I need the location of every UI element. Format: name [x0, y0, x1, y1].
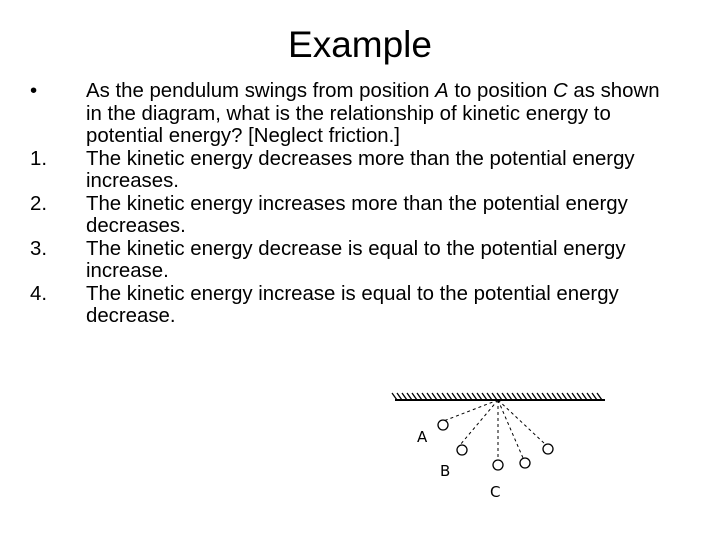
hatch-mark	[532, 393, 537, 400]
pendulum-string-far-right	[498, 400, 545, 444]
option-number: 1.	[30, 147, 48, 170]
hatch-mark	[452, 393, 457, 400]
hatch-mark	[502, 393, 507, 400]
hatch-mark	[572, 393, 577, 400]
answer-option-3	[30, 238, 670, 283]
pendulum-bob-a	[438, 420, 448, 430]
hatch-mark	[447, 393, 452, 400]
slide-title: Example	[288, 24, 432, 65]
hatch-mark	[567, 393, 572, 400]
hatch-mark	[582, 393, 587, 400]
hatch-mark	[527, 393, 532, 400]
ceiling-hatching	[392, 393, 602, 400]
hatch-mark	[487, 393, 492, 400]
question-item	[30, 80, 670, 148]
hatch-mark	[432, 393, 437, 400]
hatch-mark	[507, 393, 512, 400]
hatch-mark	[462, 393, 467, 400]
hatch-mark	[587, 393, 592, 400]
question-text-part: to position	[448, 80, 553, 102]
position-c-italic: C	[553, 80, 568, 102]
hatch-mark	[557, 393, 562, 400]
hatch-mark	[427, 393, 432, 400]
hatch-mark	[412, 393, 417, 400]
hatch-mark	[512, 393, 517, 400]
pendulum-bob-c	[493, 460, 503, 470]
hatch-mark	[517, 393, 522, 400]
hatch-mark	[467, 393, 472, 400]
question-text-part: as shown in the diagram, what is the relationship of kinetic energy to potential energy? [Neglect friction.]	[86, 80, 660, 147]
question-text	[86, 80, 660, 147]
pendulum-bob-mid-right	[520, 458, 530, 468]
answer-option-1	[30, 148, 670, 193]
option-number: 3.	[30, 237, 48, 260]
hatch-mark	[577, 393, 582, 400]
pendulum-string-mid-right	[498, 400, 523, 458]
label-b: B	[440, 462, 451, 480]
hatch-mark	[477, 393, 482, 400]
answer-option-4	[30, 283, 670, 328]
option-text: The kinetic energy decrease is equal to the potential energy increase.	[86, 237, 626, 282]
hatch-mark	[422, 393, 427, 400]
position-a-italic: A	[435, 80, 449, 102]
pendulum-string-a	[441, 400, 498, 422]
hatch-mark	[417, 393, 422, 400]
hatch-mark	[472, 393, 477, 400]
ceiling-support	[392, 393, 605, 400]
hatch-mark	[402, 393, 407, 400]
bullet-marker: •	[30, 80, 38, 102]
label-c: C	[490, 483, 501, 501]
hatch-mark	[437, 393, 442, 400]
hatch-mark	[542, 393, 547, 400]
label-a: A	[417, 428, 428, 446]
option-number: 2.	[30, 192, 48, 215]
hatch-mark	[457, 393, 462, 400]
hatch-mark	[492, 393, 497, 400]
pendulum-diagram	[385, 380, 615, 510]
hatch-mark	[592, 393, 597, 400]
question-list	[30, 80, 670, 328]
hatch-mark	[597, 393, 602, 400]
hatch-mark	[562, 393, 567, 400]
hatch-mark	[522, 393, 527, 400]
hatch-mark	[537, 393, 542, 400]
hatch-mark	[407, 393, 412, 400]
hatch-mark	[547, 393, 552, 400]
hatch-mark	[392, 393, 397, 400]
hatch-mark	[552, 393, 557, 400]
option-text: The kinetic energy decreases more than the potential energy increases.	[86, 147, 635, 192]
hatch-mark	[482, 393, 487, 400]
answer-option-2	[30, 193, 670, 238]
question-text-part: As the pendulum swings from position	[86, 80, 436, 102]
hatch-mark	[397, 393, 402, 400]
option-number: 4.	[30, 282, 48, 305]
option-text: The kinetic energy increases more than the potential energy decreases.	[86, 192, 628, 237]
pendulum-bob-b	[457, 445, 467, 455]
option-text: The kinetic energy increase is equal to the potential energy decrease.	[86, 282, 619, 327]
pendulum-string-mid-left	[460, 400, 498, 445]
pendulum-bob-far-right	[543, 444, 553, 454]
hatch-mark	[497, 393, 502, 400]
hatch-mark	[442, 393, 447, 400]
